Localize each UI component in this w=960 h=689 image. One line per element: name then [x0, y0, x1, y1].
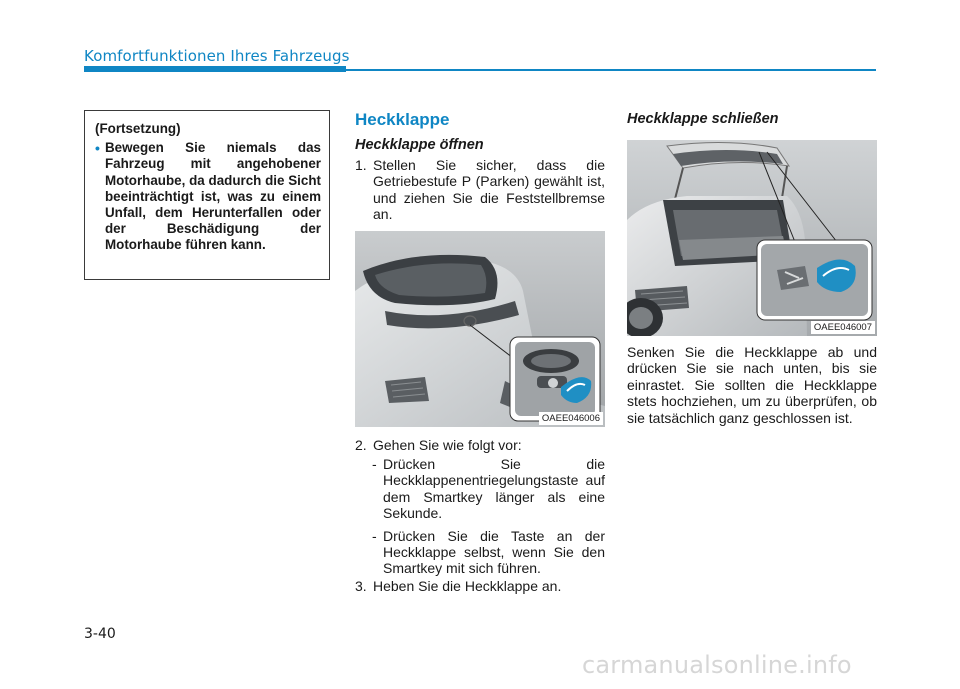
figure-code-label: OAEE046007 [811, 321, 875, 334]
bullet-icon: • [95, 140, 100, 157]
chapter-title: Komfortfunktionen Ihres Fahrzeugs [84, 47, 350, 65]
step-3-number: 3. [355, 578, 367, 594]
option-2-text: Drücken Sie die Taste an der Heckklappe selbst, wenn Sie den Smartkey mit sich führen. [383, 527, 605, 577]
option-item [372, 528, 605, 577]
step-2-text: Gehen Sie wie folgt vor: [373, 437, 522, 453]
open-subtitle: Heckklappe öffnen [355, 137, 484, 153]
warning-box [84, 110, 330, 280]
figure-code-label: OAEE046006 [539, 412, 603, 425]
dash-marker: - [372, 456, 377, 472]
step-2-options [372, 456, 605, 577]
close-subtitle: Heckklappe schließen [627, 111, 779, 127]
step-2-number: 2. [355, 437, 367, 453]
tailgate-open-figure [355, 231, 605, 427]
step-3-text: Heben Sie die Heckklappe an. [373, 578, 562, 594]
header-accent-bar [84, 66, 346, 72]
warning-continued-label: (Fortsetzung) [95, 121, 181, 136]
car-rear-illustration [355, 231, 605, 427]
warning-text: Bewegen Sie niemals das Fahrzeug mit angehobener Motorhaube, da dadurch die Sicht beeinträchtigt ist, was zu einem Unfall, dem Herunterfallen oder der Beschädigung der Motorhaube führen kann. [105, 140, 321, 253]
page-number: 3-40 [84, 626, 116, 642]
section-title: Heckklappe [355, 110, 450, 129]
warning-item [95, 140, 321, 253]
close-instructions: Senken Sie die Heckklappe ab und drücken Sie sie nach unten, bis sie einrastet. Sie sollten die Heckklappe stets hochziehen, um zu überprüfen, ob sie tatsächlich ganz geschlossen ist. [627, 344, 877, 426]
tailgate-close-figure [627, 140, 877, 336]
option-1-text: Drücken Sie die Heckklappenentriegelungstaste auf dem Smartkey länger als eine Sekunde. [383, 456, 605, 522]
step-2 [355, 437, 605, 453]
dash-marker: - [372, 527, 377, 544]
car-open-tailgate-illustration [627, 140, 877, 336]
step-3 [355, 578, 605, 594]
step-1-number: 1. [355, 157, 367, 173]
step-1 [355, 157, 605, 223]
option-item [372, 456, 605, 522]
header-rule [346, 69, 876, 71]
step-1-text: Stellen Sie sicher, dass die Getriebestufe P (Parken) gewählt ist, und ziehen Sie die Feststellbremse an. [373, 157, 605, 223]
watermark: carmanualsonline.info [582, 651, 852, 679]
